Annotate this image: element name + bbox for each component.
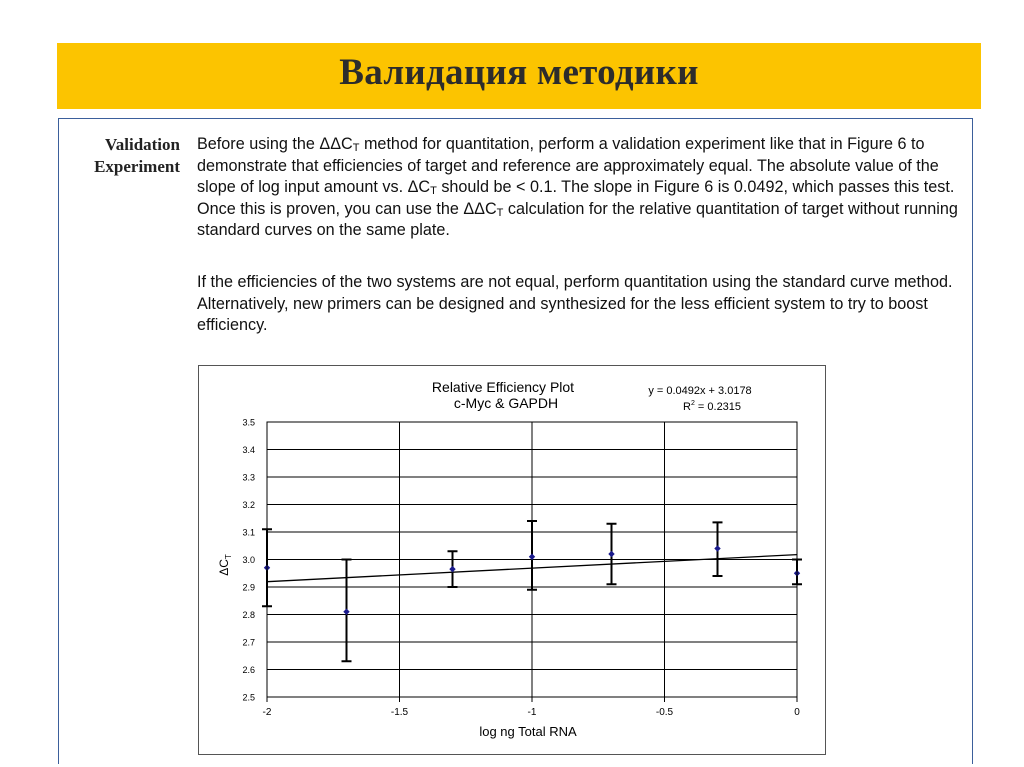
y-tick-label: 2.9	[242, 582, 255, 593]
page-title: Валидация методики	[339, 52, 699, 93]
section-label-line1: Validation	[105, 135, 180, 154]
trendline-equation: y = 0.0492x + 3.0178	[648, 385, 752, 397]
x-tick-label: -1.5	[390, 707, 409, 718]
y-tick-label: 3.3	[242, 472, 255, 483]
chart-subtitle: c-Myc & GAPDH	[453, 395, 559, 411]
y-tick-label: 2.5	[242, 692, 255, 703]
data-point	[608, 551, 614, 557]
delta-c-symbol: ΔC	[407, 178, 431, 196]
data-point	[449, 566, 455, 572]
delta-delta-symbol: ΔΔC	[463, 199, 497, 218]
x-tick-label: -1	[527, 707, 537, 718]
data-point	[714, 545, 720, 551]
y-axis-label	[217, 554, 233, 576]
x-tick-label: -0.5	[655, 707, 674, 718]
p1-text-b: method for quantitation, perform a validation experiment like that in Figure 6 to demonstrate that efficiencies of target and reference are approximately equal. The absolute value of the slope of log input amount vs.	[197, 135, 939, 196]
x-axis-label: log ng Total RNA	[479, 724, 577, 739]
svg-text:ΔCT: $\Delta C_T$	[217, 554, 233, 576]
r-squared-label: $R^2 = 0.2315$	[683, 400, 742, 413]
efficiency-chart	[198, 365, 826, 755]
x-tick-label: 0	[794, 707, 800, 718]
subscript-t: T	[496, 206, 504, 219]
y-tick-label: 2.8	[242, 610, 255, 620]
delta-delta-symbol: ΔΔC	[319, 135, 353, 153]
y-tick-label: 3.5	[242, 417, 255, 428]
subscript-t: T	[430, 185, 437, 197]
y-tick-label: 3.2	[242, 500, 255, 510]
section-label-line2: Experiment	[94, 157, 180, 176]
section-label	[62, 134, 180, 178]
data-point	[529, 554, 535, 560]
p1-text-c: should be < 0.1. The slope in Figure 6 is 0.0492, which passes this test. Once this is proven, you can use the	[197, 178, 955, 218]
subscript-t: T	[352, 142, 360, 154]
paragraph-1	[197, 134, 972, 242]
y-tick-label: 2.7	[242, 637, 255, 648]
y-tick-label: 3.4	[242, 445, 255, 455]
y-tick-label: 2.6	[242, 665, 255, 675]
y-tick-label: 3.1	[242, 527, 255, 538]
chart-title: Relative Efficiency Plot	[431, 379, 575, 395]
y-tick-label: 3.0	[242, 555, 255, 565]
data-point	[343, 609, 349, 615]
p1-text-a: Before using the	[197, 135, 320, 153]
p1-text-d: calculation for the relative quantitation of target without running standard curves on the same plate.	[197, 199, 958, 239]
title-bar	[57, 43, 981, 109]
paragraph-2: If the efficiencies of the two systems are not equal, perform quantitation using the standard curve method. Alternatively, new primers can be designed and synthesized for the less efficient system to try to boost efficiency.	[197, 273, 953, 334]
x-tick-label: -2	[262, 707, 272, 718]
